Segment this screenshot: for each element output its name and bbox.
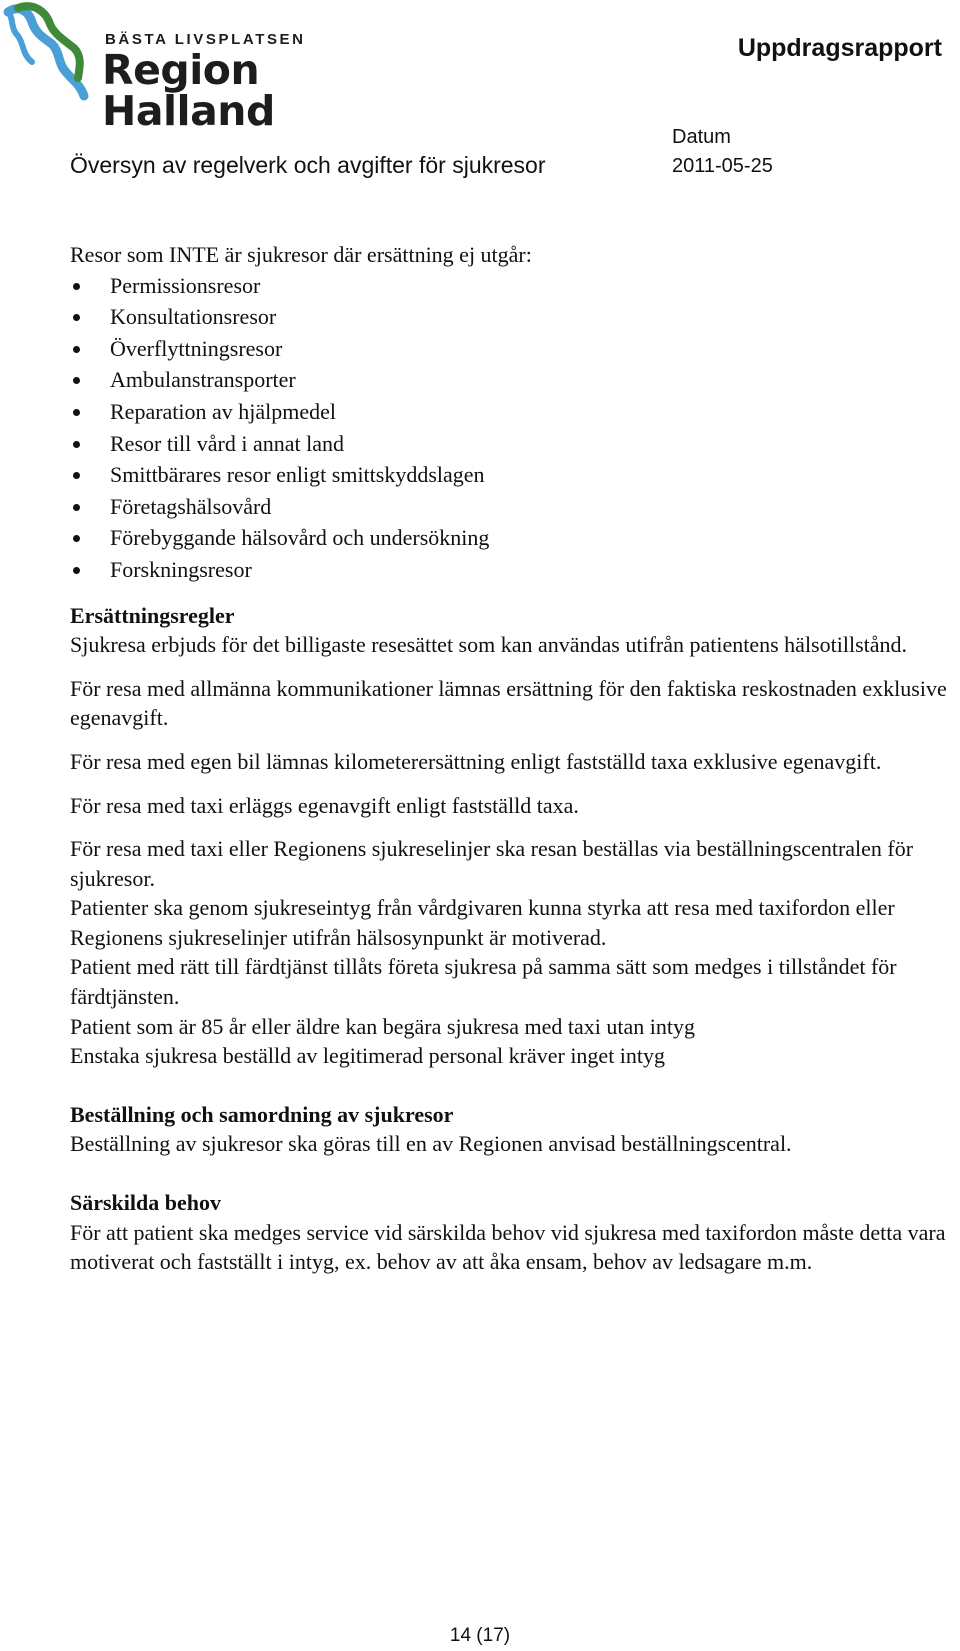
paragraph: För resa med taxi eller Regionens sjukreselinjer ska resan beställas via beställningscentralen för sjukresor. [70,836,914,891]
list-item: Resor till vård i annat land [70,428,950,460]
list-item: Ambulanstransporter [70,364,950,396]
logo-tagline: BÄSTA LIVSPLATSEN [105,31,306,48]
list-item: Permissionsresor [70,270,950,302]
list-item: Reparation av hjälpmedel [70,396,950,428]
logo-name: Region Halland [102,46,275,135]
paragraph: För att patient ska medges service vid särskilda behov vid sjukresa med taxifordon måste detta vara motiverat och fastställt i intyg, ex. behov av att åka ensam, behov av ledsagare m.m. [70,1219,946,1275]
section-heading-sarskilda-behov: Särskilda behov [70,1190,221,1216]
paragraph: För resa med allmänna kommunikationer lämnas ersättning för den faktiska reskostnaden exklusive egenavgift. [70,675,947,731]
paragraph: För resa med taxi erläggs egenavgift enligt fastställd taxa. [70,792,579,818]
paragraph: Patient med rätt till färdtjänst tillåts företa sjukresa på samma sätt som medges i tillståndet för färdtjänsten. [70,954,897,1010]
paragraph: Enstaka sjukresa beställd av legitimerad personal kräver inget intyg [70,1043,666,1069]
paragraph: Sjukresa erbjuds för det billigaste resesättet som kan användas utifrån patientens hälsotillstånd. [70,632,908,658]
paragraph: Patienter ska genom sjukreseintyg från vårdgivaren kunna styrka att resa med taxifordon eller Regionens sjukreselinjer utifrån hälsosynpunkt är motiverad. [70,895,895,950]
paragraph: För resa med egen bil lämnas kilometerersättning enligt fastställd taxa exklusive egenavgift. [70,748,882,774]
halland-coast-icon [0,0,100,104]
paragraph: Beställning av sjukresor ska göras till en av Regionen anvisad beställningscentral. [70,1131,792,1157]
list-item: Förebyggande hälsovård och undersökning [70,522,950,554]
page-number: 14 (17) [449,1625,511,1646]
section-heading-bestallning: Beställning och samordning av sjukresor [70,1101,454,1127]
list-item: Överflyttningsresor [70,333,950,365]
date-value: 2011-05-25 [672,155,773,177]
page-title: Översyn av regelverk och avgifter för sjukresor [70,152,546,178]
intro-text: Resor som INTE är sjukresor där ersättning ej utgår: [70,242,532,267]
document-body [70,240,950,1277]
list-item: Konsultationsresor [70,301,950,333]
list-item: Smittbärares resor enligt smittskyddslagen [70,459,950,491]
exclusion-list [70,270,950,586]
list-item: Företagshälsovård [70,491,950,523]
document-type: Uppdragsrapport [737,34,942,62]
region-halland-logo [0,0,440,135]
date-label: Datum [672,126,731,148]
section-heading-ersattningsregler: Ersättningsregler [70,602,235,628]
paragraph: Patient som är 85 år eller äldre kan begära sjukresa med taxi utan intyg [70,1013,695,1039]
list-item: Forskningsresor [70,554,950,586]
